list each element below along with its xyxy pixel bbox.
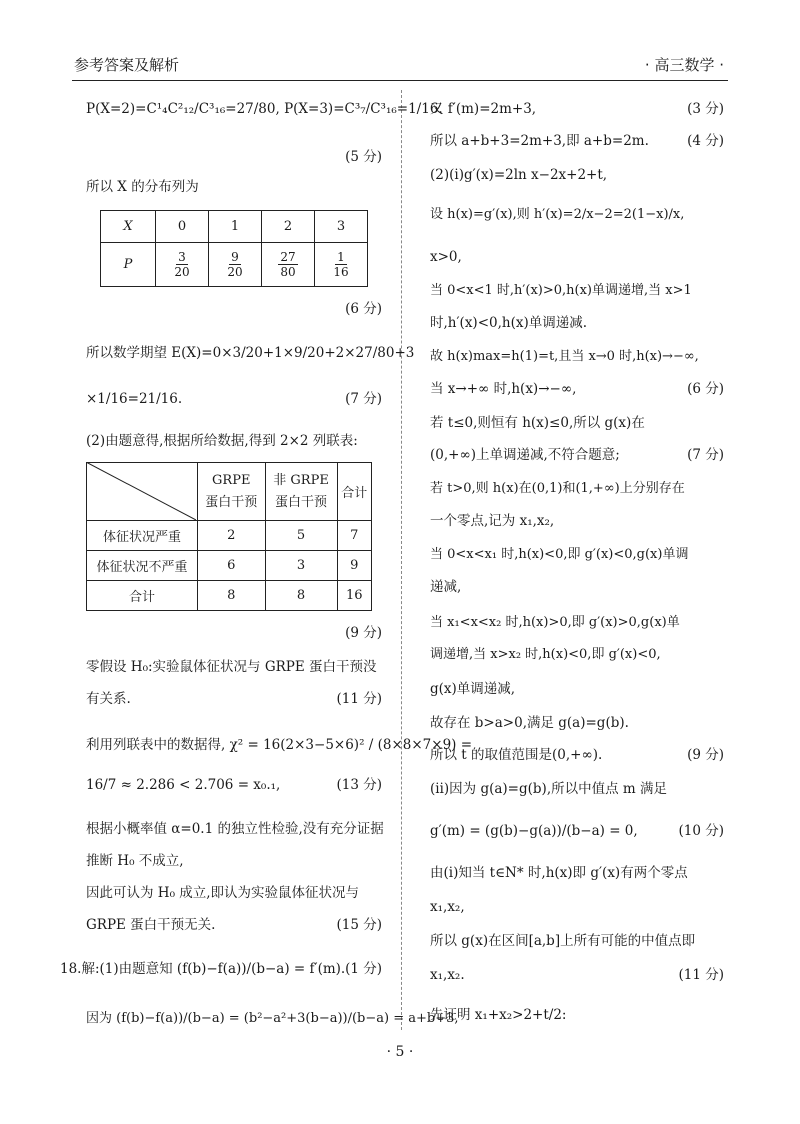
- score-6: (6 分): [345, 301, 382, 317]
- cont-r1-c3: 9: [337, 551, 371, 581]
- right-line-1: 又 f′(m)=2m+3,: [430, 101, 537, 117]
- left-line-6: 零假设 H₀:实验鼠体征状况与 GRPE 蛋白干预没: [86, 659, 377, 675]
- cont-r1-c1: 6: [198, 551, 266, 581]
- right-line-22: g′(m) = (g(b)−g(a))/(b−a) = 0,: [430, 823, 638, 839]
- cont-r1-c2: 3: [265, 551, 337, 581]
- score-11: (11 分): [336, 691, 382, 707]
- left-line-14: 18.解:(1)由题意知 (f(b)−f(a))/(b−a) = f′(m).: [60, 961, 346, 977]
- left-line-8: 利用列联表中的数据得, χ² = 16(2×3−5×6)² / (8×8×7×9) =: [86, 737, 473, 753]
- left-line-12: 因此可认为 H₀ 成立,即认为实验鼠体征状况与: [86, 885, 360, 901]
- right-line-8: 故 h(x)max=h(1)=t,且当 x→0 时,h(x)→−∞,: [430, 349, 699, 364]
- score-5: (5 分): [345, 149, 382, 165]
- cont-r2-c3: 16: [337, 581, 371, 611]
- cont-r1-label: 体征状况不严重: [87, 551, 198, 581]
- r-score-4: (4 分): [687, 133, 724, 149]
- cont-r0-label: 体征状况严重: [87, 521, 198, 551]
- contingency-table: [86, 462, 372, 611]
- right-line-10: 若 t≤0,则恒有 h(x)≤0,所以 g(x)在: [430, 415, 645, 431]
- right-line-3: (2)(ⅰ)g′(x)=2ln x−2x+2+t,: [430, 167, 608, 183]
- cont-r0-c3: 7: [337, 521, 371, 551]
- page-number: · 5 ·: [386, 1044, 414, 1060]
- cont-corner: [87, 463, 198, 521]
- right-line-6: 当 0<x<1 时,h′(x)>0,h(x)单调递增,当 x>1: [430, 283, 692, 298]
- left-line-1: P(X=2)=C¹₄C²₁₂/C³₁₆=27/80, P(X=3)=C³₇/C³₁₆=1/16.: [86, 101, 443, 117]
- score-13: (13 分): [336, 777, 382, 793]
- dist-p1-num: 9: [231, 250, 239, 264]
- left-line-11: 推断 H₀ 不成立,: [86, 853, 184, 869]
- left-line-13: GRPE 蛋白干预无关.: [86, 917, 216, 933]
- right-line-7: 时,h′(x)<0,h(x)单调递减.: [430, 315, 588, 331]
- r-score-10: (10 分): [678, 823, 724, 839]
- score-1: (1 分): [345, 961, 382, 977]
- right-line-18: g(x)单调递减,: [430, 681, 516, 697]
- header-divider: [72, 80, 728, 81]
- r-score-3: (3 分): [687, 101, 724, 117]
- right-line-27: 先证明 x₁+x₂>2+t/2:: [430, 1007, 567, 1023]
- dist-head-2: 2: [262, 211, 315, 243]
- cont-r2-c2: 8: [265, 581, 337, 611]
- right-line-13: 一个零点,记为 x₁,x₂,: [430, 513, 555, 529]
- cont-h3: 合计: [337, 463, 371, 521]
- dist-p1-den: 20: [227, 265, 243, 279]
- score-15: (15 分): [336, 917, 382, 933]
- right-line-26: x₁,x₂.: [430, 967, 465, 983]
- header-left-title: 参考答案及解析: [74, 56, 180, 74]
- r-score-6: (6 分): [687, 381, 724, 397]
- right-line-4: 设 h(x)=g′(x),则 h′(x)=2/x−2=2(1−x)/x,: [430, 207, 685, 222]
- cont-h1b: 蛋白干预: [205, 494, 258, 510]
- dist-p0-den: 20: [174, 265, 190, 279]
- right-line-2: 所以 a+b+3=2m+3,即 a+b=2m.: [430, 133, 649, 149]
- score-7: (7 分): [345, 391, 382, 407]
- left-line-3: 所以数学期望 E(X)=0×3/20+1×9/20+2×27/80+3: [86, 345, 415, 361]
- dist-p3-den: 16: [333, 265, 349, 279]
- header-right-title: · 高三数学 ·: [644, 56, 724, 74]
- cont-r0-c2: 5: [265, 521, 337, 551]
- cont-h1: GRPE: [212, 472, 251, 488]
- left-line-9: 16/7 ≈ 2.286 < 2.706 = x₀.₁,: [86, 777, 281, 793]
- r-score-11: (11 分): [678, 967, 724, 983]
- right-line-5: x>0,: [430, 249, 462, 265]
- cont-r2-label: 合计: [87, 581, 198, 611]
- dist-p2-den: 80: [280, 265, 296, 279]
- right-line-15: 递减,: [430, 579, 462, 595]
- left-line-4: ×1/16=21/16.: [86, 391, 183, 407]
- left-line-15: 因为 (f(b)−f(a))/(b−a) = (b²−a²+3(b−a))/(b−a) = a+b+3,: [86, 1011, 459, 1026]
- cont-r0-c1: 2: [198, 521, 266, 551]
- dist-row-label: P: [123, 257, 133, 272]
- right-line-11: (0,+∞)上单调递减,不符合题意;: [430, 447, 620, 463]
- left-line-7: 有关系.: [86, 691, 131, 707]
- column-divider: [401, 90, 402, 1030]
- right-line-21: (ⅱ)因为 g(a)=g(b),所以中值点 m 满足: [430, 781, 667, 797]
- cont-h2: 非 GRPE: [273, 472, 329, 488]
- left-line-5: (2)由题意得,根据所给数据,得到 2×2 列联表:: [86, 433, 358, 449]
- right-line-12: 若 t>0,则 h(x)在(0,1)和(1,+∞)上分别存在: [430, 481, 685, 496]
- dist-head-1: 1: [209, 211, 262, 243]
- right-line-20: 所以 t 的取值范围是(0,+∞).: [430, 747, 603, 763]
- right-line-23: 由(ⅰ)知当 t∈N* 时,h(x)即 g′(x)有两个零点: [430, 865, 688, 881]
- dist-head-x: X: [123, 219, 133, 234]
- distribution-table: [100, 210, 368, 287]
- dist-p2-num: 27: [280, 250, 296, 264]
- cont-h2b: 蛋白干预: [275, 494, 328, 510]
- left-line-10: 根据小概率值 α=0.1 的独立性检验,没有充分证据: [86, 821, 384, 837]
- right-line-17: 调递增,当 x>x₂ 时,h(x)<0,即 g′(x)<0,: [430, 647, 661, 662]
- left-line-2: 所以 X 的分布列为: [86, 179, 199, 195]
- dist-p0-num: 3: [178, 250, 186, 264]
- r-score-9: (9 分): [687, 747, 724, 763]
- dist-head-0: 0: [156, 211, 209, 243]
- right-line-9: 当 x→+∞ 时,h(x)→−∞,: [430, 381, 577, 397]
- r-score-7: (7 分): [687, 447, 724, 463]
- dist-p3-num: 1: [337, 250, 345, 264]
- right-line-25: 所以 g(x)在区间[a,b]上所有可能的中值点即: [430, 933, 696, 949]
- cont-r2-c1: 8: [198, 581, 266, 611]
- right-line-24: x₁,x₂,: [430, 899, 465, 915]
- score-9: (9 分): [345, 625, 382, 641]
- right-line-16: 当 x₁<x<x₂ 时,h(x)>0,即 g′(x)>0,g(x)单: [430, 615, 680, 630]
- dist-head-3: 3: [315, 211, 368, 243]
- right-line-19: 故存在 b>a>0,满足 g(a)=g(b).: [430, 715, 629, 731]
- right-line-14: 当 0<x<x₁ 时,h(x)<0,即 g′(x)<0,g(x)单调: [430, 547, 689, 562]
